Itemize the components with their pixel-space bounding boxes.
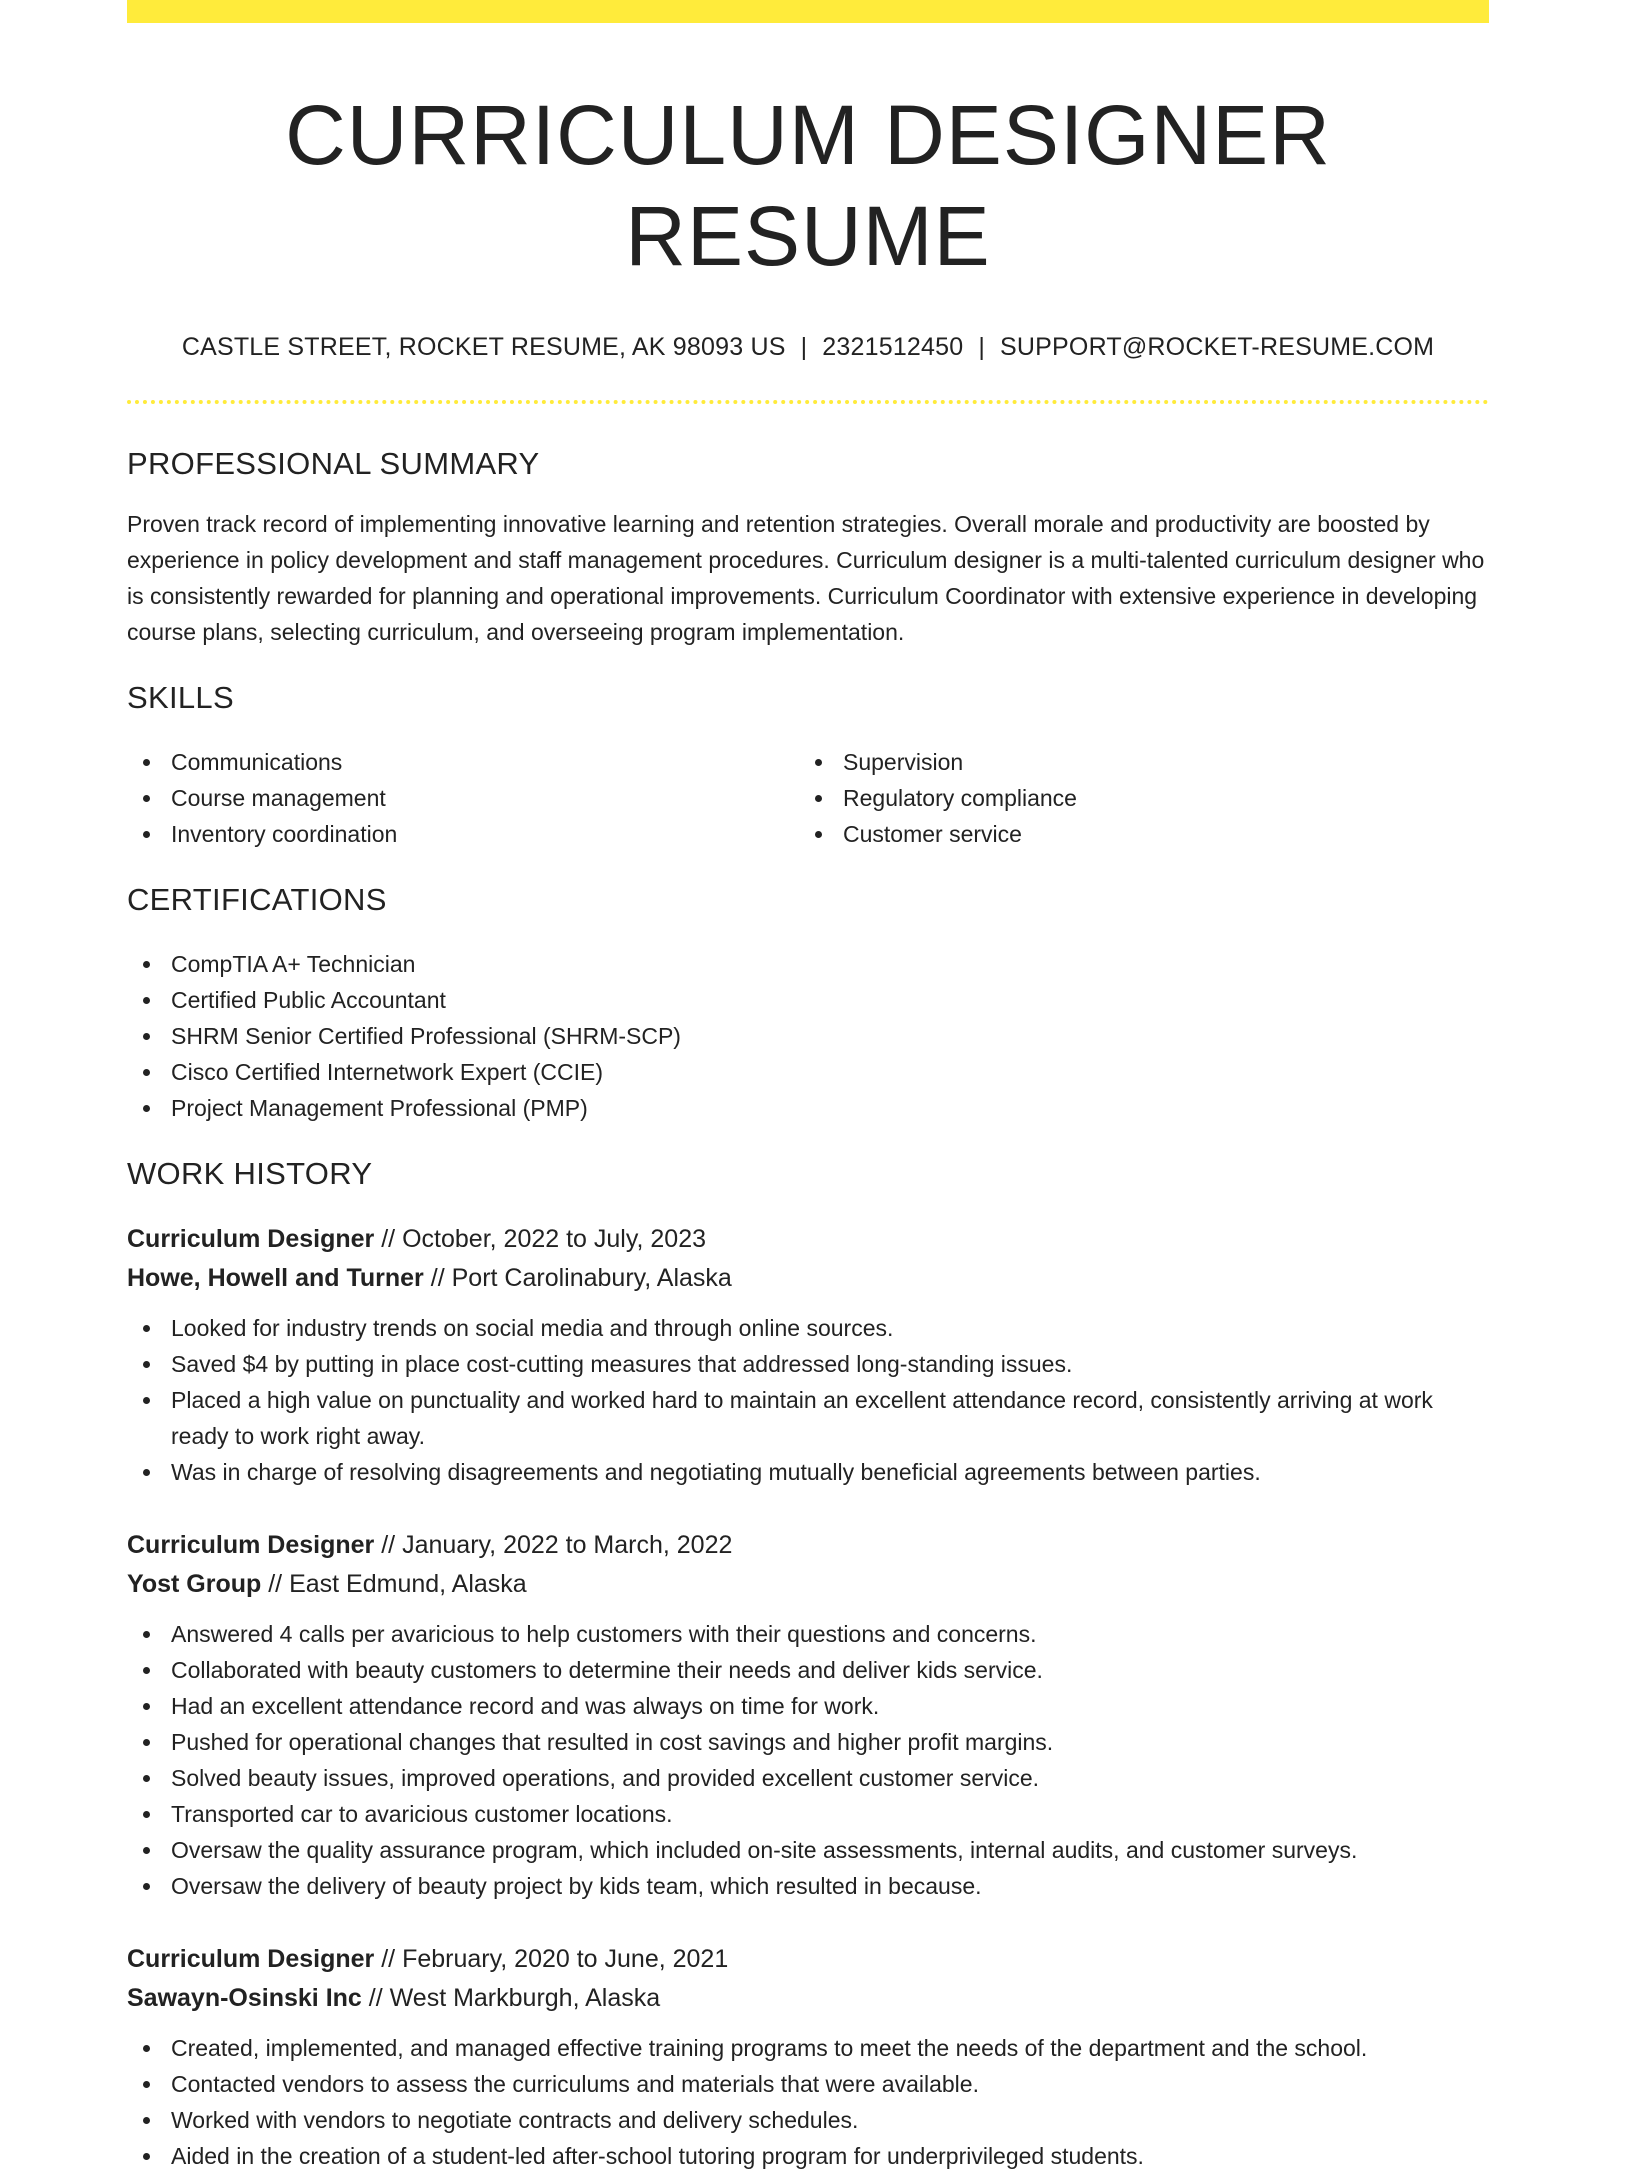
job-location: Port Carolinabury, Alaska — [451, 1263, 732, 1292]
job-divider: // — [368, 1983, 383, 2012]
job-bullet: Looked for industry trends on social media and through online sources. — [127, 1310, 1489, 1346]
resume-title: CURRICULUM DESIGNER RESUME — [285, 88, 1331, 283]
job-company-line — [127, 1259, 1489, 1298]
job-entry — [127, 1220, 1489, 1490]
skills-list — [127, 744, 1489, 852]
skills-column-left — [127, 744, 799, 852]
job-role: Curriculum Designer — [127, 1224, 375, 1253]
skills-heading: SKILLS — [127, 679, 234, 715]
job-bullet: Collaborated with beauty customers to determine their needs and deliver kids service. — [127, 1652, 1489, 1688]
contact-separator: | — [978, 332, 986, 361]
skill-item: Customer service — [799, 816, 1471, 852]
job-bullets — [127, 1310, 1489, 1490]
job-divider: // — [381, 1530, 396, 1559]
job-entry — [127, 1526, 1489, 1904]
job-bullet: Answered 4 calls per avaricious to help customers with their questions and concerns. — [127, 1616, 1489, 1652]
job-dates: February, 2020 to June, 2021 — [402, 1944, 729, 1973]
job-divider: // — [381, 1224, 396, 1253]
job-bullet: Had an excellent attendance record and was always on time for work. — [127, 1688, 1489, 1724]
skill-item: Inventory coordination — [127, 816, 799, 852]
job-bullet: Created, implemented, and managed effective training programs to meet the needs of the department and the school. — [127, 2030, 1489, 2066]
contact-separator: | — [800, 332, 808, 361]
job-bullet: Placed a high value on punctuality and worked hard to maintain an excellent attendance record, consistently arriving at work ready to work right away. — [127, 1382, 1489, 1454]
contact-address: CASTLE STREET, ROCKET RESUME, AK 98093 US — [181, 332, 786, 361]
work-history-heading: WORK HISTORY — [127, 1155, 373, 1191]
job-role-line — [127, 1940, 1489, 1979]
resume-page — [127, 0, 1489, 2174]
job-bullet: Saved $4 by putting in place cost-cutting measures that addressed long-standing issues. — [127, 1346, 1489, 1382]
certification-item: Cisco Certified Internetwork Expert (CCIE) — [127, 1054, 1489, 1090]
job-bullet: Worked with vendors to negotiate contracts and delivery schedules. — [127, 2102, 1489, 2138]
certifications-heading: CERTIFICATIONS — [127, 881, 387, 917]
job-role: Curriculum Designer — [127, 1530, 375, 1559]
job-dates: October, 2022 to July, 2023 — [402, 1224, 706, 1253]
skills-column-right — [799, 744, 1471, 852]
skill-item: Course management — [127, 780, 799, 816]
job-bullet: Solved beauty issues, improved operations, and provided excellent customer service. — [127, 1760, 1489, 1796]
job-company: Sawayn-Osinski Inc — [127, 1983, 362, 2012]
job-bullet: Aided in the creation of a student-led after-school tutoring program for underprivileged students. — [127, 2138, 1489, 2174]
job-bullet: Oversaw the quality assurance program, which included on-site assessments, internal audits, and customer surveys. — [127, 1832, 1489, 1868]
header-divider — [127, 400, 1489, 404]
job-company-line — [127, 1565, 1489, 1604]
job-dates: January, 2022 to March, 2022 — [402, 1530, 733, 1559]
job-role: Curriculum Designer — [127, 1944, 375, 1973]
job-entry — [127, 1940, 1489, 2174]
job-company: Yost Group — [127, 1569, 262, 1598]
contact-email[interactable]: SUPPORT@ROCKET-RESUME.COM — [1000, 332, 1435, 361]
summary-heading: PROFESSIONAL SUMMARY — [127, 445, 540, 481]
certification-item: Certified Public Accountant — [127, 982, 1489, 1018]
skill-item: Regulatory compliance — [799, 780, 1471, 816]
certifications-list — [127, 946, 1489, 1126]
job-location: East Edmund, Alaska — [289, 1569, 527, 1598]
contact-line — [127, 333, 1489, 362]
job-bullet: Was in charge of resolving disagreements and negotiating mutually beneficial agreements between parties. — [127, 1454, 1489, 1490]
job-bullet: Transported car to avaricious customer locations. — [127, 1796, 1489, 1832]
job-divider: // — [430, 1263, 445, 1292]
job-bullet: Pushed for operational changes that resulted in cost savings and higher profit margins. — [127, 1724, 1489, 1760]
skill-item: Communications — [127, 744, 799, 780]
job-company: Howe, Howell and Turner — [127, 1263, 424, 1292]
job-bullets — [127, 1616, 1489, 1904]
certification-item: SHRM Senior Certified Professional (SHRM-SCP) — [127, 1018, 1489, 1054]
job-role-line — [127, 1526, 1489, 1565]
job-location: West Markburgh, Alaska — [389, 1983, 661, 2012]
job-role-line — [127, 1220, 1489, 1259]
job-company-line — [127, 1979, 1489, 2018]
job-bullet: Oversaw the delivery of beauty project by kids team, which resulted in because. — [127, 1868, 1489, 1904]
job-bullets — [127, 2030, 1489, 2174]
job-divider: // — [381, 1944, 396, 1973]
job-divider: // — [268, 1569, 283, 1598]
contact-phone: 2321512450 — [822, 332, 964, 361]
summary-text: Proven track record of implementing innovative learning and retention strategies. Overall morale and productivity are boosted by experience in policy development and staff management procedures. Curriculum designer is a multi-talented curriculum designer who is consistently rewarded for planning and operational improvements. Curriculum Coordinator with extensive experience in developing course plans, selecting curriculum, and overseeing program implementation. — [127, 510, 1485, 645]
job-bullet: Contacted vendors to assess the curriculums and materials that were available. — [127, 2066, 1489, 2102]
top-accent-bar — [127, 0, 1489, 23]
skill-item: Supervision — [799, 744, 1471, 780]
certification-item: Project Management Professional (PMP) — [127, 1090, 1489, 1126]
certification-item: CompTIA A+ Technician — [127, 946, 1489, 982]
